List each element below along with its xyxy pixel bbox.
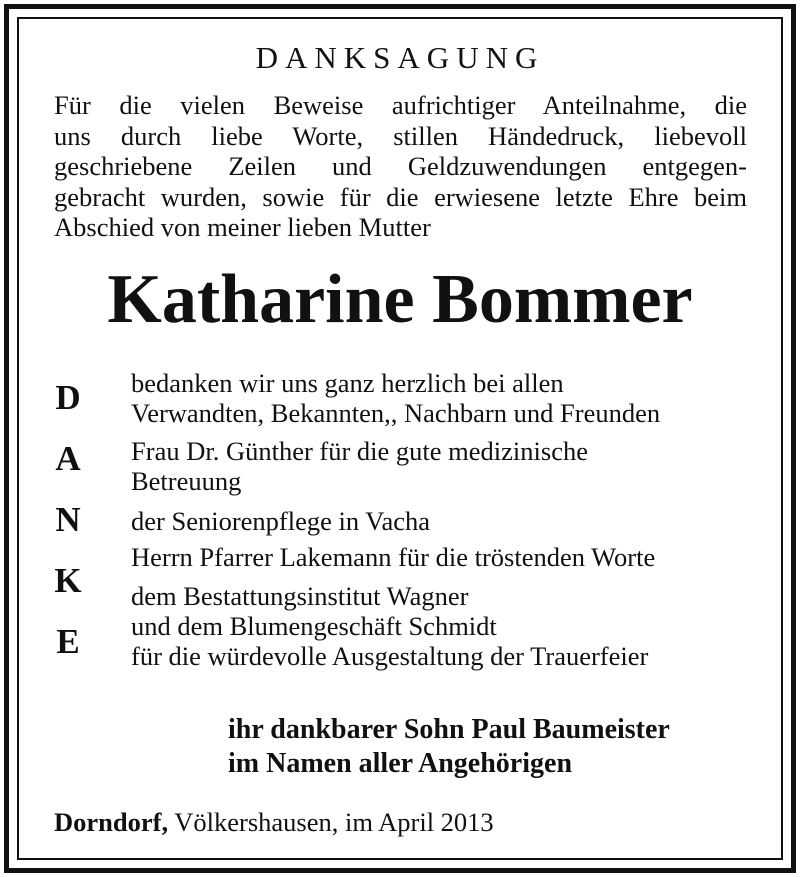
thanks-line: für die würdevolle Ausgestaltung der Trauerfeier <box>131 641 649 671</box>
thanks-line: Herrn Pfarrer Lakemann für die tröstenden Worte <box>131 542 656 572</box>
intro-line: uns durch liebe Worte, stillen Händedruck, liebevoll <box>54 120 747 151</box>
thanks-line: Verwandten, Bekannten,, Nachbarn und Freunden <box>131 398 661 428</box>
danke-letter-k: K <box>54 561 82 600</box>
intro-text <box>54 90 747 243</box>
thanks-line: und dem Blumengeschäft Schmidt <box>131 611 497 641</box>
signature-line: im Namen aller Angehörigen <box>228 748 573 779</box>
thanks-line: der Seniorenpflege in Vacha <box>131 506 430 536</box>
notice-heading: DANKSAGUNG <box>255 40 545 75</box>
intro-line: Abschied von meiner lieben Mutter <box>54 212 431 242</box>
place-name: Dorndorf, <box>54 807 169 837</box>
danke-letter-e: E <box>56 622 80 661</box>
signature-line: ihr dankbarer Sohn Paul Baumeister <box>228 714 670 745</box>
thanks-line: Betreuung <box>131 466 242 496</box>
danke-letter-n: N <box>55 500 81 539</box>
intro-line: Für die vielen Beweise aufrichtiger Anteilnahme, die <box>54 90 747 120</box>
danke-letter-d: D <box>55 378 81 417</box>
place-date-text: Völkershausen, im April 2013 <box>168 807 494 837</box>
danke-letter-a: A <box>55 439 81 478</box>
thanks-line: dem Bestattungsinstitut Wagner <box>131 581 469 611</box>
place-date-line <box>54 806 494 838</box>
intro-line: gebracht wurden, sowie für die erwiesene letzte Ehre beim <box>54 181 747 212</box>
thanks-line: bedanken wir uns ganz herzlich bei allen <box>131 368 564 398</box>
intro-line: geschriebene Zeilen und Geldzuwendungen entgegen- <box>54 151 747 181</box>
deceased-name: Katharine Bommer <box>107 261 693 338</box>
thanks-line: Frau Dr. Günther für die gute medizinische <box>131 436 588 466</box>
